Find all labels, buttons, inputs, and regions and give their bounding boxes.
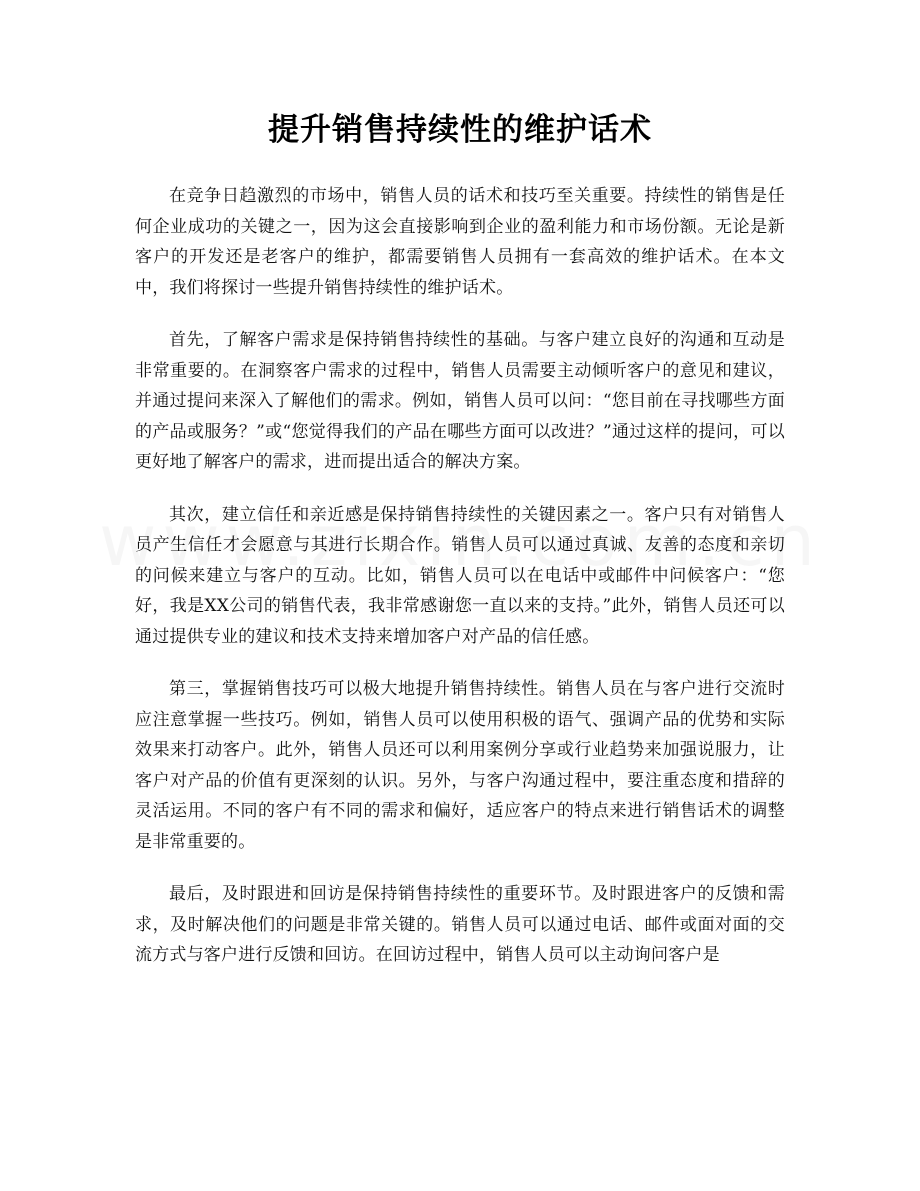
document-body bbox=[135, 181, 785, 993]
document-title: 提升销售持续性的维护话术 bbox=[268, 112, 652, 148]
paragraph-last: 最后，及时跟进和回访是保持销售持续性的重要环节。及时跟进客户的反馈和需求，及时解决他们的问题是非常关键的。销售人员可以通过电话、邮件或面对面的交流方式与客户进行反馈和回访。在回访过程中，销售人员可以主动询问客户是 bbox=[135, 884, 785, 965]
paragraph-intro: 在竞争日趋激烈的市场中，销售人员的话术和技巧至关重要。持续性的销售是任何企业成功的关键之一，因为这会直接影响到企业的盈利能力和市场份额。无论是新客户的开发还是老客户的维护，都需要销售人员拥有一套高效的维护话术。在本文中，我们将探讨一些提升销售持续性的维护话术。 bbox=[135, 186, 785, 298]
paragraph-first: 首先，了解客户需求是保持销售持续性的基础。与客户建立良好的沟通和互动是非常重要的。在洞察客户需求的过程中，销售人员需要主动倾听客户的意见和建议，并通过提问来深入了解他们的需求。例如，销售人员可以问：“您目前在寻找哪些方面的产品或服务？”或“您觉得我们的产品在哪些方面可以改进？”通过这样的提问，可以更好地了解客户的需求，进而提出适合的解决方案。 bbox=[135, 330, 785, 472]
paragraph-third: 第三，掌握销售技巧可以极大地提升销售持续性。销售人员在与客户进行交流时应注意掌握一些技巧。例如，销售人员可以使用积极的语气、强调产品的优势和实际效果来打动客户。此外，销售人员还可以利用案例分享或行业趋势来加强说服力，让客户对产品的价值有更深刻的认识。另外，与客户沟通过程中，要注重态度和措辞的灵活运用。不同的客户有不同的需求和偏好，适应客户的特点来进行销售话术的调整是非常重要的。 bbox=[135, 679, 785, 852]
paragraph-second: 其次，建立信任和亲近感是保持销售持续性的关键因素之一。客户只有对销售人员产生信任才会愿意与其进行长期合作。销售人员可以通过真诚、友善的态度和亲切的问候来建立与客户的互动。比如，销售人员可以在电话中或邮件中问候客户：“您好，我是XX公司的销售代表，我非常感谢您一直以来的支持。”此外，销售人员还可以通过提供专业的建议和技术支持来增加客户对产品的信任感。 bbox=[135, 504, 785, 647]
